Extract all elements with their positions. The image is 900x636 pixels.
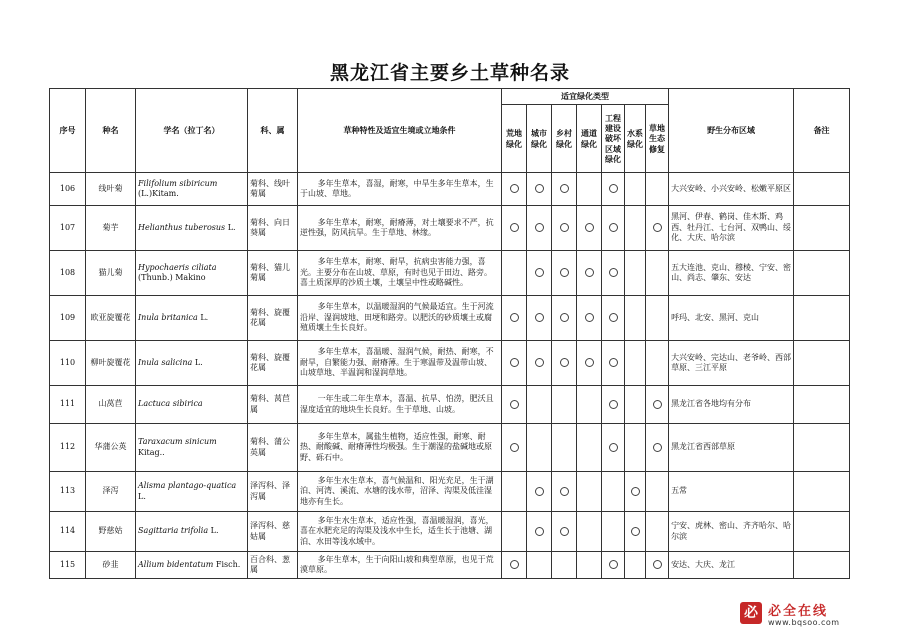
- scientific-name-cell: [136, 251, 248, 296]
- note-cell: [794, 206, 850, 251]
- family-genus: 菊科、线叶菊属: [248, 173, 298, 206]
- greening-type-cell: [502, 206, 527, 251]
- greening-type-cell: [552, 173, 577, 206]
- distribution-region: 大兴安岭、完达山、老爷岭、西部草原、三江平原: [669, 341, 794, 386]
- scientific-name-cell: [136, 341, 248, 386]
- greening-type-cell: [527, 251, 552, 296]
- family-genus: 菊科、旋覆花属: [248, 296, 298, 341]
- species-name: 柳叶旋覆花: [86, 341, 136, 386]
- table-row: [50, 512, 850, 552]
- suitable-mark-icon: [510, 443, 519, 452]
- row-number: 112: [50, 424, 86, 472]
- greening-type-cell: [552, 296, 577, 341]
- scientific-author: Kitag..: [138, 447, 165, 457]
- scientific-author: L.: [192, 357, 203, 367]
- table-row: [50, 173, 850, 206]
- greening-type-cell: [602, 341, 625, 386]
- greening-type-cell: [577, 341, 602, 386]
- suitable-mark-icon: [560, 358, 569, 367]
- suitable-mark-icon: [609, 560, 618, 569]
- traits-description: 多年生草本，耐寒，耐瘠薄，对土壤要求不严，抗逆性强，防风抗旱。生于草地、林缘。: [298, 206, 502, 251]
- suitable-mark-icon: [585, 268, 594, 277]
- greening-type-cell: [502, 173, 527, 206]
- table-row: [50, 472, 850, 512]
- suitable-mark-icon: [535, 487, 544, 496]
- greening-type-cell: [552, 512, 577, 552]
- suitable-mark-icon: [609, 184, 618, 193]
- suitable-mark-icon: [535, 223, 544, 232]
- family-genus: 菊科、莴苣属: [248, 386, 298, 424]
- row-number: 109: [50, 296, 86, 341]
- header-sci: 学名（拉丁名）: [136, 89, 248, 173]
- scientific-author: (L.)Kitam.: [138, 189, 179, 198]
- row-number: 113: [50, 472, 86, 512]
- header-name: 种名: [86, 89, 136, 173]
- scientific-author: (Thunb.) Makino: [138, 273, 206, 282]
- greening-type-cell: [552, 206, 577, 251]
- watermark-name: 必全在线: [768, 604, 829, 619]
- note-cell: [794, 386, 850, 424]
- suitable-mark-icon: [631, 527, 640, 536]
- suitable-mark-icon: [631, 487, 640, 496]
- distribution-region: 五大连池、克山、穆棱、宁安、密山、尚志、肇东、安达: [669, 251, 794, 296]
- suitable-mark-icon: [560, 313, 569, 322]
- greening-type-cell: [646, 296, 669, 341]
- suitable-mark-icon: [560, 487, 569, 496]
- greening-type-cell: [527, 341, 552, 386]
- scientific-author: L.: [197, 312, 209, 322]
- greening-type-cell: [646, 341, 669, 386]
- scientific-author: L.: [225, 222, 236, 232]
- scientific-author: L.: [138, 491, 146, 501]
- table-row: [50, 386, 850, 424]
- greening-type-cell: [625, 552, 646, 579]
- greening-type-cell: [527, 386, 552, 424]
- family-genus: 百合科、葱属: [248, 552, 298, 579]
- suitable-mark-icon: [510, 358, 519, 367]
- scientific-name-cell: [136, 206, 248, 251]
- scientific-name-cell: [136, 512, 248, 552]
- scientific-author: Fisch.: [213, 559, 241, 569]
- traits-description: 多年生草本，属盐生植物，适应性强，耐寒、耐热、耐酸碱、耐瘠薄性均极强。生于潮湿的盐碱地或原野、砾石中。: [298, 424, 502, 472]
- traits-description: 多年生草本，喜湿，耐寒，中旱生多年生草本，生于山坡、草地。: [298, 173, 502, 206]
- suitable-mark-icon: [653, 400, 662, 409]
- family-genus: 菊科、旋覆花属: [248, 341, 298, 386]
- header-family: 科、属: [248, 89, 298, 173]
- greening-type-cell: [602, 552, 625, 579]
- greening-type-cell: [527, 206, 552, 251]
- greening-type-cell: [646, 251, 669, 296]
- species-name: 线叶菊: [86, 173, 136, 206]
- header-type-wasteland: 荒地绿化: [502, 105, 527, 173]
- suitable-mark-icon: [609, 313, 618, 322]
- suitable-mark-icon: [653, 223, 662, 232]
- greening-type-cell: [577, 424, 602, 472]
- greening-type-cell: [552, 552, 577, 579]
- suitable-mark-icon: [535, 184, 544, 193]
- greening-type-cell: [577, 173, 602, 206]
- header-note: 备注: [794, 89, 850, 173]
- greening-type-cell: [646, 424, 669, 472]
- distribution-region: 黑龙江省各地均有分布: [669, 386, 794, 424]
- row-number: 115: [50, 552, 86, 579]
- note-cell: [794, 251, 850, 296]
- note-cell: [794, 296, 850, 341]
- suitable-mark-icon: [585, 313, 594, 322]
- row-number: 111: [50, 386, 86, 424]
- greening-type-cell: [602, 206, 625, 251]
- greening-type-cell: [625, 386, 646, 424]
- greening-type-cell: [602, 512, 625, 552]
- note-cell: [794, 472, 850, 512]
- suitable-mark-icon: [609, 268, 618, 277]
- suitable-mark-icon: [560, 223, 569, 232]
- row-number: 108: [50, 251, 86, 296]
- greening-type-cell: [625, 424, 646, 472]
- scientific-name: Allium bidentatum: [138, 559, 214, 569]
- greening-type-cell: [527, 552, 552, 579]
- species-name: 欧亚旋覆花: [86, 296, 136, 341]
- greening-type-cell: [527, 173, 552, 206]
- greening-type-cell: [625, 341, 646, 386]
- greening-type-cell: [602, 424, 625, 472]
- greening-type-cell: [602, 296, 625, 341]
- watermark-url: www.bqsoo.com: [768, 618, 840, 627]
- table-row: [50, 341, 850, 386]
- header-type-engineering: 工程建设破坏区域绿化: [602, 105, 625, 173]
- suitable-mark-icon: [510, 313, 519, 322]
- scientific-name-cell: [136, 173, 248, 206]
- greening-type-cell: [527, 296, 552, 341]
- header-type-urban: 城市绿化: [527, 105, 552, 173]
- scientific-name-cell: [136, 386, 248, 424]
- greening-type-cell: [502, 386, 527, 424]
- table-row: [50, 552, 850, 579]
- suitable-mark-icon: [585, 223, 594, 232]
- suitable-mark-icon: [510, 223, 519, 232]
- greening-type-cell: [602, 472, 625, 512]
- greening-type-cell: [646, 206, 669, 251]
- greening-type-cell: [602, 173, 625, 206]
- greening-type-cell: [577, 512, 602, 552]
- scientific-name: Filifolium sibiricum: [138, 178, 218, 188]
- distribution-region: 宁安、虎林、密山、齐齐哈尔、哈尔滨: [669, 512, 794, 552]
- distribution-region: 黑龙江省西部草原: [669, 424, 794, 472]
- greening-type-cell: [552, 424, 577, 472]
- greening-type-cell: [502, 296, 527, 341]
- greening-type-cell: [552, 251, 577, 296]
- species-name: 华蒲公英: [86, 424, 136, 472]
- suitable-mark-icon: [535, 268, 544, 277]
- table-row: [50, 206, 850, 251]
- family-genus: 泽泻科、泽泻属: [248, 472, 298, 512]
- note-cell: [794, 424, 850, 472]
- greening-type-cell: [577, 386, 602, 424]
- species-table: [49, 88, 850, 579]
- header-type-water: 水系绿化: [625, 105, 646, 173]
- row-number: 107: [50, 206, 86, 251]
- distribution-region: 黑河、伊春、鹤岗、佳木斯、鸡西、牡丹江、七台河、双鸭山、绥化、大庆、哈尔滨: [669, 206, 794, 251]
- traits-description: 多年生草本，喜温暖、湿润气候，耐热、耐寒，不耐旱，自繁能力强、耐瘠薄。生于寒温带及温带山坡、山坡草地、半温润和湿润草地。: [298, 341, 502, 386]
- species-name: 野慈姑: [86, 512, 136, 552]
- suitable-mark-icon: [653, 560, 662, 569]
- greening-type-cell: [502, 341, 527, 386]
- scientific-name-cell: [136, 552, 248, 579]
- greening-type-cell: [625, 512, 646, 552]
- family-genus: 菊科、向日葵属: [248, 206, 298, 251]
- greening-type-cell: [502, 472, 527, 512]
- family-genus: 菊科、蒲公英属: [248, 424, 298, 472]
- greening-type-cell: [552, 472, 577, 512]
- traits-description: 多年生水生草本，适应性强，喜温暖湿润，喜光，喜在水肥充足的沟渠及浅水中生长，适生长于池塘、湖泊、水田等浅水域中。: [298, 512, 502, 552]
- suitable-mark-icon: [609, 443, 618, 452]
- suitable-mark-icon: [535, 313, 544, 322]
- suitable-mark-icon: [653, 443, 662, 452]
- page-title: 黑龙江省主要乡土草种名录: [329, 62, 570, 84]
- greening-type-cell: [527, 424, 552, 472]
- greening-type-cell: [646, 472, 669, 512]
- header-traits: 草种特性及适宜生境或立地条件: [298, 89, 502, 173]
- species-name: 砂韭: [86, 552, 136, 579]
- scientific-name: Taraxacum sinicum: [138, 437, 217, 447]
- greening-type-cell: [502, 552, 527, 579]
- scientific-name: Sagittaria trifolia: [138, 526, 209, 536]
- scientific-name: Lactuca sibirica: [138, 399, 203, 409]
- species-name: 猫儿菊: [86, 251, 136, 296]
- header-region: 野生分布区域: [669, 89, 794, 173]
- greening-type-cell: [625, 251, 646, 296]
- greening-type-cell: [502, 251, 527, 296]
- table-row: [50, 424, 850, 472]
- distribution-region: 安达、大庆、龙江: [669, 552, 794, 579]
- greening-type-cell: [625, 472, 646, 512]
- greening-type-cell: [577, 296, 602, 341]
- suitable-mark-icon: [585, 358, 594, 367]
- suitable-mark-icon: [609, 223, 618, 232]
- suitable-mark-icon: [510, 560, 519, 569]
- scientific-name-cell: [136, 296, 248, 341]
- greening-type-cell: [552, 386, 577, 424]
- traits-description: 多年生水生草本，喜气候温和、阳光充足，生于湖泊、河湾、溪流、水塘的浅水带，沼泽、沟渠及低洼湿地亦有生长。: [298, 472, 502, 512]
- species-name: 菊芋: [86, 206, 136, 251]
- greening-type-cell: [625, 206, 646, 251]
- species-name: 泽泻: [86, 472, 136, 512]
- greening-type-cell: [502, 424, 527, 472]
- suitable-mark-icon: [560, 527, 569, 536]
- header-greening-types: 适宜绿化类型: [502, 89, 669, 105]
- species-name: 山莴苣: [86, 386, 136, 424]
- greening-type-cell: [646, 173, 669, 206]
- suitable-mark-icon: [560, 268, 569, 277]
- traits-description: 多年生草本，生于向阳山坡和典型草原，也见于荒漠草原。: [298, 552, 502, 579]
- greening-type-cell: [646, 512, 669, 552]
- suitable-mark-icon: [560, 184, 569, 193]
- header-type-grassland: 草地生态修复: [646, 105, 669, 173]
- suitable-mark-icon: [535, 527, 544, 536]
- scientific-name-cell: [136, 472, 248, 512]
- suitable-mark-icon: [535, 358, 544, 367]
- greening-type-cell: [527, 472, 552, 512]
- greening-type-cell: [502, 512, 527, 552]
- suitable-mark-icon: [609, 358, 618, 367]
- greening-type-cell: [552, 341, 577, 386]
- note-cell: [794, 512, 850, 552]
- scientific-name-cell: [136, 424, 248, 472]
- traits-description: 一年生或二年生草本，喜温、抗旱、怕涝，肥沃且湿度适宜的地块生长良好。生于草地、山坡。: [298, 386, 502, 424]
- note-cell: [794, 173, 850, 206]
- table-row: [50, 296, 850, 341]
- watermark-logo: [740, 600, 860, 632]
- greening-type-cell: [625, 296, 646, 341]
- family-genus: 菊科、猫儿菊属: [248, 251, 298, 296]
- header-type-rural: 乡村绿化: [552, 105, 577, 173]
- greening-type-cell: [577, 206, 602, 251]
- suitable-mark-icon: [510, 184, 519, 193]
- scientific-name: Inula salicina: [138, 357, 193, 367]
- header-no: 序号: [50, 89, 86, 173]
- scientific-name: Hypochaeris ciliata: [138, 262, 217, 272]
- distribution-region: 呼玛、北安、黑河、克山: [669, 296, 794, 341]
- suitable-mark-icon: [609, 400, 618, 409]
- note-cell: [794, 341, 850, 386]
- scientific-author: L.: [208, 526, 219, 536]
- greening-type-cell: [646, 386, 669, 424]
- watermark-icon: 必: [740, 602, 762, 624]
- distribution-region: 五常: [669, 472, 794, 512]
- greening-type-cell: [602, 386, 625, 424]
- header-type-corridor: 通道绿化: [577, 105, 602, 173]
- scientific-name: Inula britanica: [138, 312, 198, 322]
- scientific-name: Helianthus tuberosus: [138, 222, 226, 232]
- greening-type-cell: [527, 512, 552, 552]
- traits-description: 多年生草本，耐寒、耐旱，抗病虫害能力强，喜光。主要分布在山坡、草原，有时也见于田边、路旁。喜土质深厚的沙质土壤，土壤呈中性或略碱性。: [298, 251, 502, 296]
- greening-type-cell: [577, 552, 602, 579]
- traits-description: 多年生草本，以温暖湿润的气候最适宜。生于河流沿岸、湿润坡地、田埂和路旁。以肥沃的砂质壤土或腐殖质壤土生长良好。: [298, 296, 502, 341]
- greening-type-cell: [602, 251, 625, 296]
- greening-type-cell: [577, 251, 602, 296]
- row-number: 110: [50, 341, 86, 386]
- row-number: 114: [50, 512, 86, 552]
- greening-type-cell: [646, 552, 669, 579]
- suitable-mark-icon: [510, 400, 519, 409]
- distribution-region: 大兴安岭、小兴安岭、松嫩平原区: [669, 173, 794, 206]
- family-genus: 泽泻科、慈姑属: [248, 512, 298, 552]
- table-row: [50, 251, 850, 296]
- row-number: 106: [50, 173, 86, 206]
- greening-type-cell: [625, 173, 646, 206]
- greening-type-cell: [577, 472, 602, 512]
- note-cell: [794, 552, 850, 579]
- scientific-name: Alisma plantago-quatica: [138, 481, 237, 491]
